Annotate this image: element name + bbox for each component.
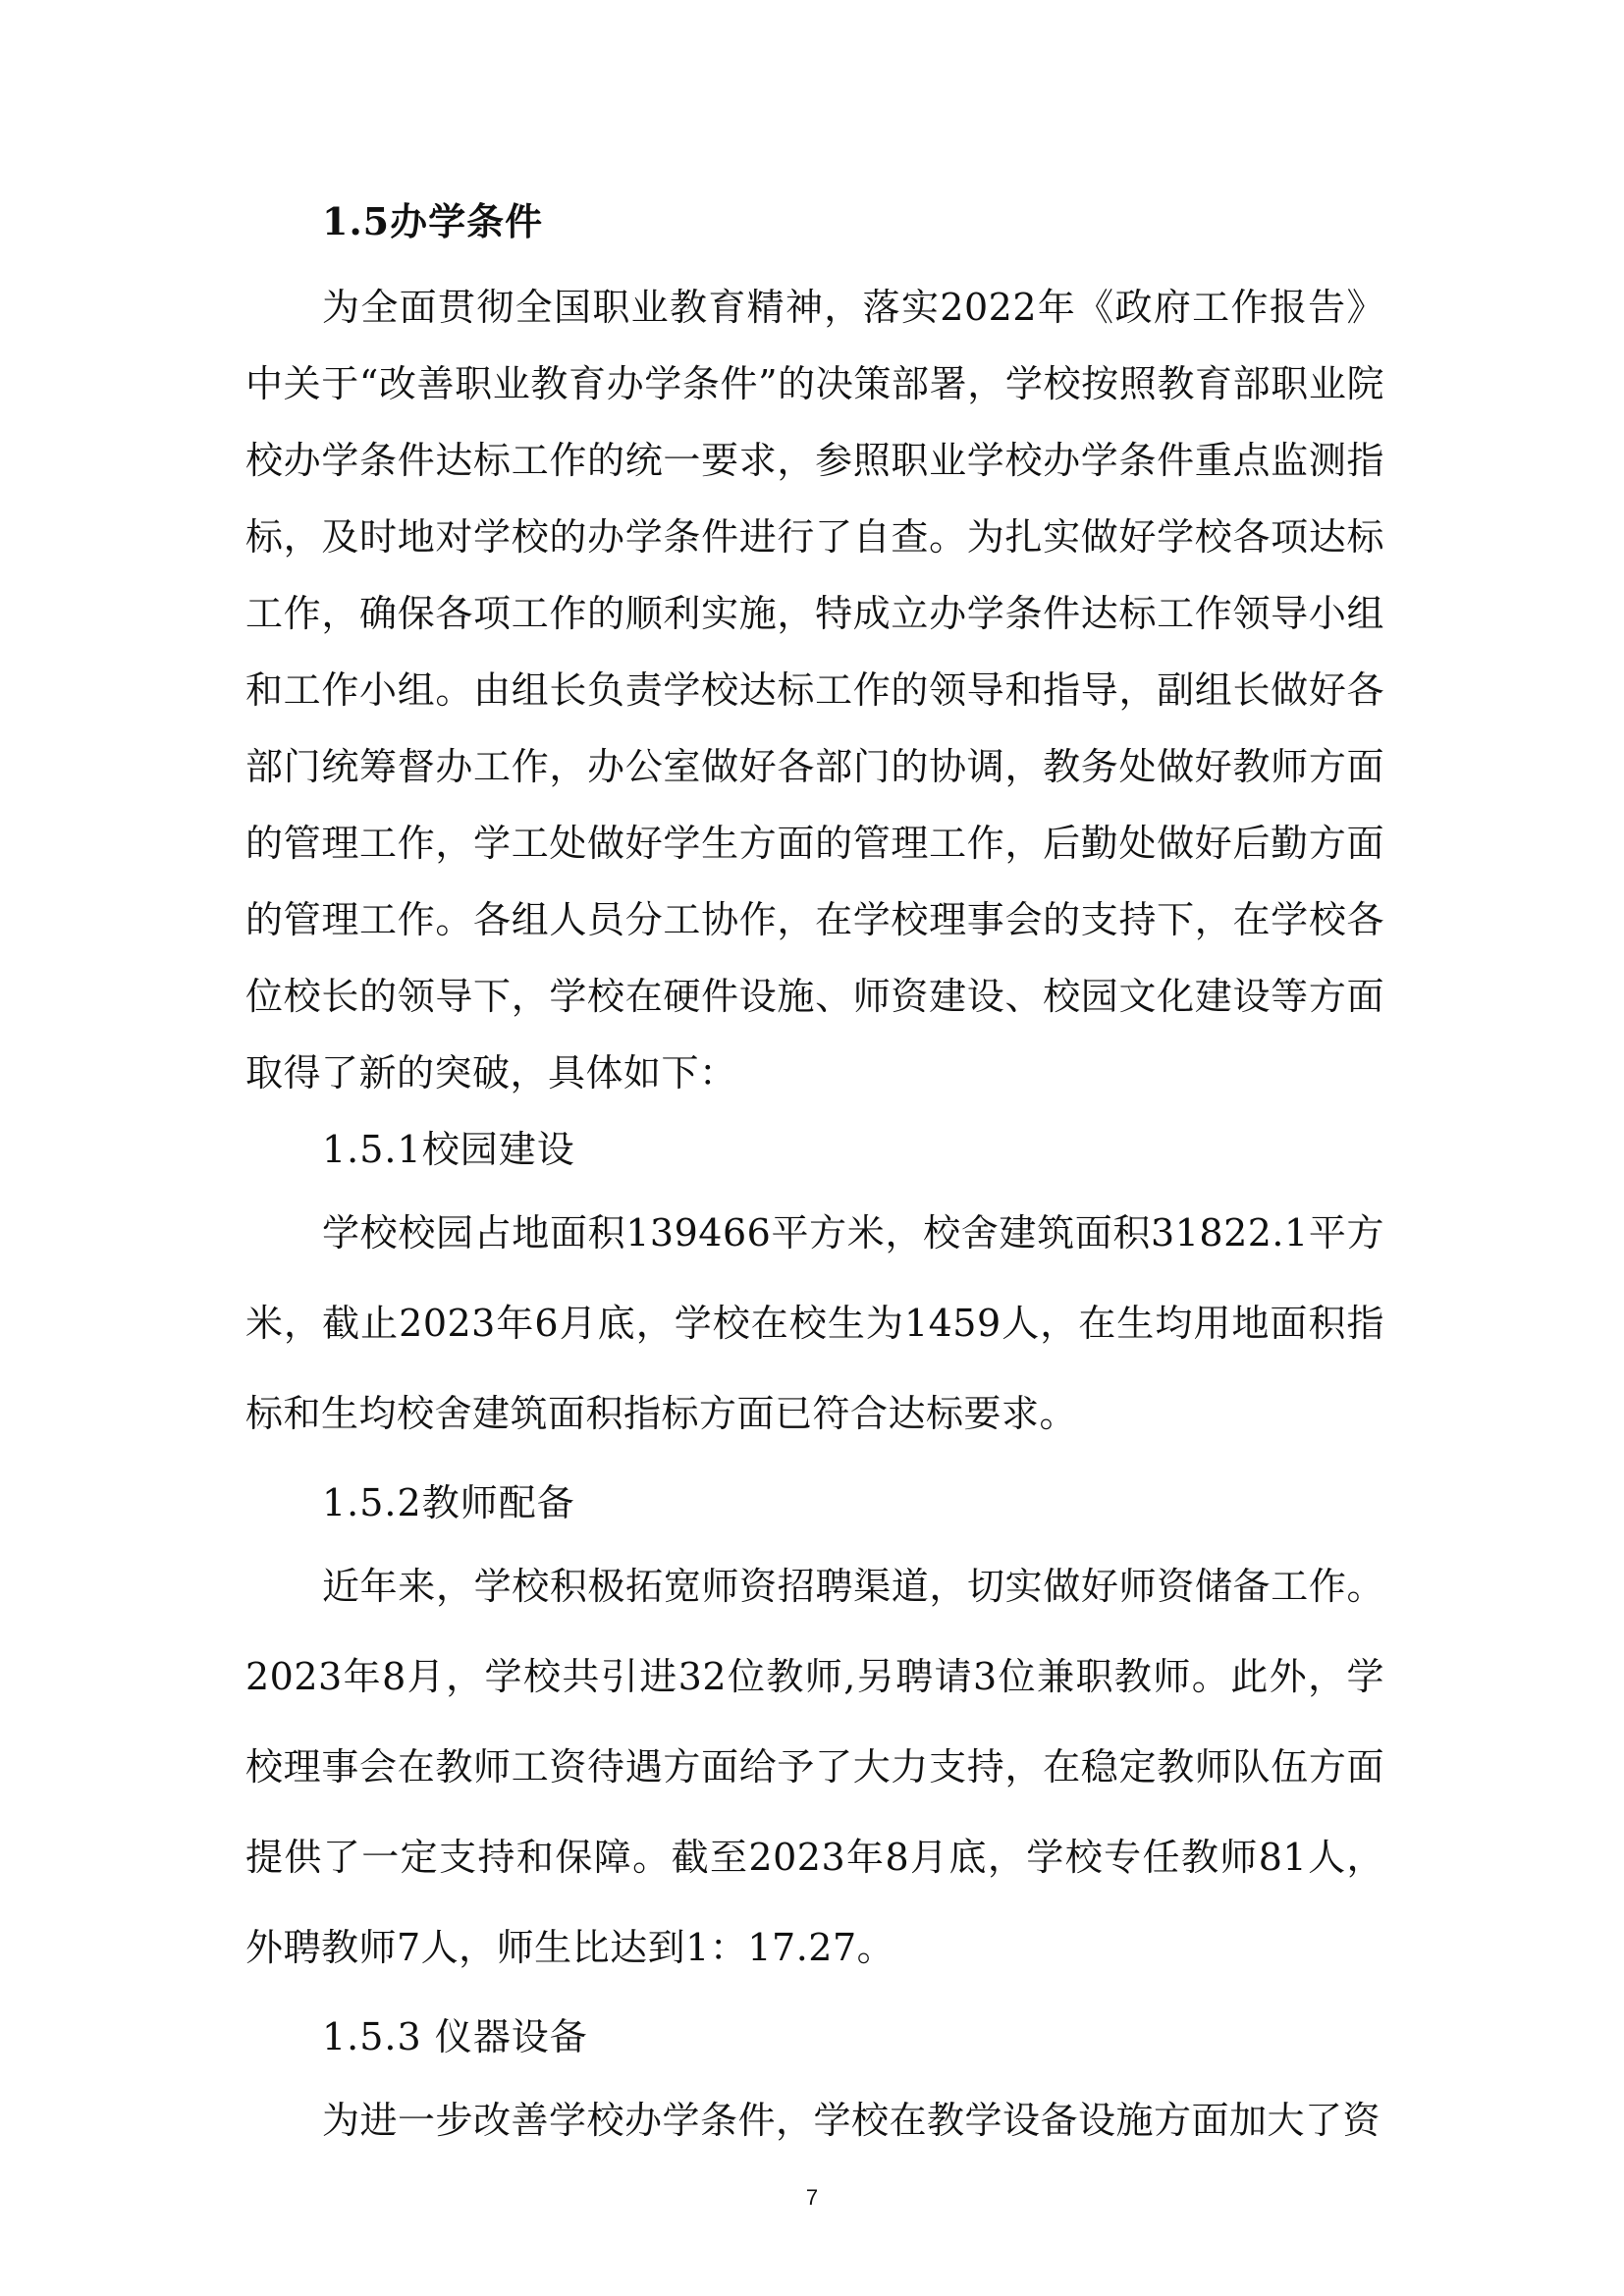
subsection-heading-teachers: 1.5.2教师配备: [322, 1481, 575, 1524]
intro-paragraph: 为全面贯彻全国职业教育精神，落实2022年《政府工作报告》中关于“改善职业教育办学条件”的决策部署，学校按照教育部职业院校办学条件达标工作的统一要求，参照职业学校办学条件重点监测指标，及时地对学校的办学条件进行了自查。为扎实做好学校各项达标工作，确保各项工作的顺利实施，特成立办学条件达标工作领导小组和工作小组。由组长负责学校达标工作的领导和指导，副组长做好各部门统筹督办工作，办公室做好各部门的协调，教务处做好教师方面的管理工作，学工处做好学生方面的管理工作，后勤处做好后勤方面的管理工作。各组人员分工协作，在学校理事会的支持下，在学校各位校长的领导下，学校在硬件设施、师资建设、校园文化建设等方面取得了新的突破，具体如下：: [245, 286, 1384, 1095]
subsection-text-campus: 学校校园占地面积139466平方米，校舍建筑面积31822.1平方米，截止2023年6月底，学校在校生为1459人，在生均用地面积指标和生均校舍建筑面积指标方面已符合达标要求。: [245, 1211, 1384, 1435]
subsection-heading-equipment: 1.5.3 仪器设备: [322, 2015, 588, 2058]
subsection-text-equipment: 为进一步改善学校办学条件，学校在教学设备设施方面加大了资: [322, 2099, 1381, 2142]
page-content: [245, 196, 1384, 2165]
section-title: 1.5办学条件: [322, 199, 544, 243]
subsection-heading-campus: 1.5.1校园建设: [322, 1128, 575, 1171]
subsection-text-teachers: 近年来，学校积极拓宽师资招聘渠道，切实做好师资储备工作。2023年8月，学校共引进32位教师,另聘请3位兼职教师。此外，学校理事会在教师工资待遇方面给予了大力支持，在稳定教师队伍方面提供了一定支持和保障。截至2023年8月底，学校专任教师81人，外聘教师7人，师生比达到1：17.27。: [245, 1565, 1384, 1969]
page-number: 7: [805, 2185, 819, 2210]
